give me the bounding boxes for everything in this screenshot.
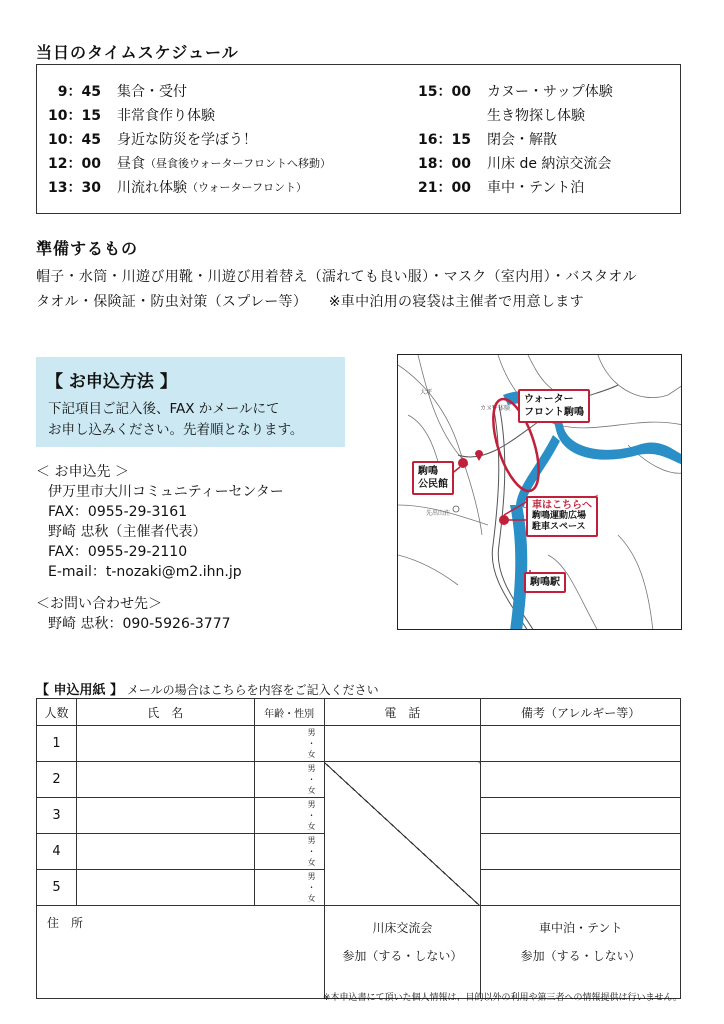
col-header-age-sex: 年齢・性別: [254, 699, 324, 726]
map-place-label: 先出山荘: [426, 510, 451, 517]
name-field[interactable]: [76, 870, 254, 906]
notes-field[interactable]: [481, 834, 681, 870]
prepare-line-2: タオル・保険証・防虫対策（スプレー等） ※車中泊用の寝袋は主催者で用意します: [36, 294, 584, 310]
phone-field-disabled: [324, 762, 481, 906]
inquiry-title: ＜お問い合わせ先＞: [36, 596, 162, 612]
schedule-item: 16：15 閉会・解散: [418, 132, 557, 148]
map-place-label: 大坪: [420, 389, 433, 396]
option-kawadoko-choice[interactable]: 参加（する・しない）: [342, 949, 463, 963]
row-number: 1: [37, 726, 77, 762]
notes-field[interactable]: [481, 870, 681, 906]
name-field[interactable]: [76, 726, 254, 762]
map-place-label: カヌー体験: [480, 405, 511, 412]
schedule-item: 9：45 集合・受付: [57, 84, 187, 100]
option-camping-choice[interactable]: 参加（する・しない）: [520, 949, 641, 963]
schedule-item: 12：00 昼食 （昼食後ウォーターフロントへ移動）: [48, 156, 332, 172]
option-camping[interactable]: [481, 906, 681, 999]
form-header: [36, 679, 379, 698]
apply-method-box: [36, 357, 345, 447]
name-field[interactable]: [76, 834, 254, 870]
schedule-item: 生き物探し体験: [487, 108, 585, 124]
schedule-item: 18：00 川床 de 納涼交流会: [418, 156, 612, 172]
sex-choice[interactable]: 男 ・ 女: [254, 870, 324, 906]
option-camping-title: 車中泊・テント: [538, 921, 623, 935]
col-header-phone: 電 話: [324, 699, 481, 726]
sex-choice[interactable]: 男 ・ 女: [254, 726, 324, 762]
row-number: 2: [37, 762, 77, 798]
contact-block: [36, 462, 284, 634]
form-title: 【 申込用紙 】: [36, 683, 124, 698]
notes-field[interactable]: [481, 798, 681, 834]
table-row: [37, 726, 681, 762]
contact-title: ＜ お申込先 ＞: [36, 464, 129, 480]
contact-org: 伊万里市大川コミュニティーセンター: [48, 484, 284, 500]
sex-choice[interactable]: 男 ・ 女: [254, 762, 324, 798]
map-label-station: 駒鳴駅: [524, 572, 566, 593]
map-label-waterfront: ウォーター フロント駒鳴: [518, 389, 590, 423]
map-label-hall: 駒鳴 公民館: [412, 461, 454, 495]
privacy-footnote: ※本申込書にて頂いた個人情報は、目的以外の利用や第三者への情報提供は行いません。: [322, 993, 682, 1003]
option-kawadoko-title: 川床交流会: [372, 921, 433, 935]
address-label: 住 所: [47, 916, 84, 930]
access-map: [397, 354, 682, 630]
contact-fax-1: FAX：0955-29-3161: [48, 504, 188, 520]
form-note: メールの場合はこちらを内容をご記入ください: [126, 683, 379, 697]
col-header-count: 人数: [37, 699, 77, 726]
col-header-notes: 備考（アレルギー等）: [481, 699, 681, 726]
schedule-box: [36, 64, 681, 214]
address-row: [37, 906, 681, 999]
schedule-item: 15：00 カヌー・サップ体験: [418, 84, 613, 100]
option-kawadoko[interactable]: [324, 906, 481, 999]
sex-choice[interactable]: 男 ・ 女: [254, 834, 324, 870]
schedule-title: 当日のタイムスケジュール: [36, 43, 239, 62]
col-header-name: 氏 名: [76, 699, 254, 726]
row-number: 4: [37, 834, 77, 870]
map-label-parking: 車はこちらへ 駒鳴運動広場 駐車スペース: [526, 496, 598, 537]
schedule-item: 10：45 身近な防災を学ぼう！: [48, 132, 257, 148]
row-number: 5: [37, 870, 77, 906]
name-field[interactable]: [76, 798, 254, 834]
schedule-item: 13：30 川流れ体験 （ウォーターフロント）: [48, 180, 308, 196]
apply-method-description: 下記項目ご記入後、FAX かメールにて お申し込みください。先着順となります。: [48, 401, 304, 438]
application-form-table: [36, 698, 681, 999]
row-number: 3: [37, 798, 77, 834]
prepare-title: 準備するもの: [36, 239, 139, 258]
schedule-right-column: [407, 79, 613, 199]
contact-person: 野崎 忠秋（主催者代表）: [48, 524, 207, 540]
name-field[interactable]: [76, 762, 254, 798]
phone-field[interactable]: [324, 726, 481, 762]
schedule-item: 21：00 車中・テント泊: [418, 180, 585, 196]
schedule-item: 10：15 非常食作り体験: [48, 108, 215, 124]
table-header-row: [37, 699, 681, 726]
prepare-line-1: 帽子・水筒・川遊び用靴・川遊び用着替え（濡れても良い服）・マスク（室内用）・バスタオル: [36, 269, 637, 285]
notes-field[interactable]: [481, 726, 681, 762]
inquiry-phone: 野崎 忠秋：090-5926-3777: [48, 616, 231, 632]
contact-fax-2: FAX：0955-29-2110: [48, 544, 188, 560]
notes-field[interactable]: [481, 762, 681, 798]
schedule-left-column: [37, 79, 331, 199]
address-field[interactable]: [37, 906, 325, 999]
apply-method-title: 【 お申込方法 】: [46, 372, 177, 392]
sex-choice[interactable]: 男 ・ 女: [254, 798, 324, 834]
contact-email[interactable]: E-mail：t-nozaki@m2.ihn.jp: [48, 564, 242, 580]
table-row: [37, 762, 681, 798]
